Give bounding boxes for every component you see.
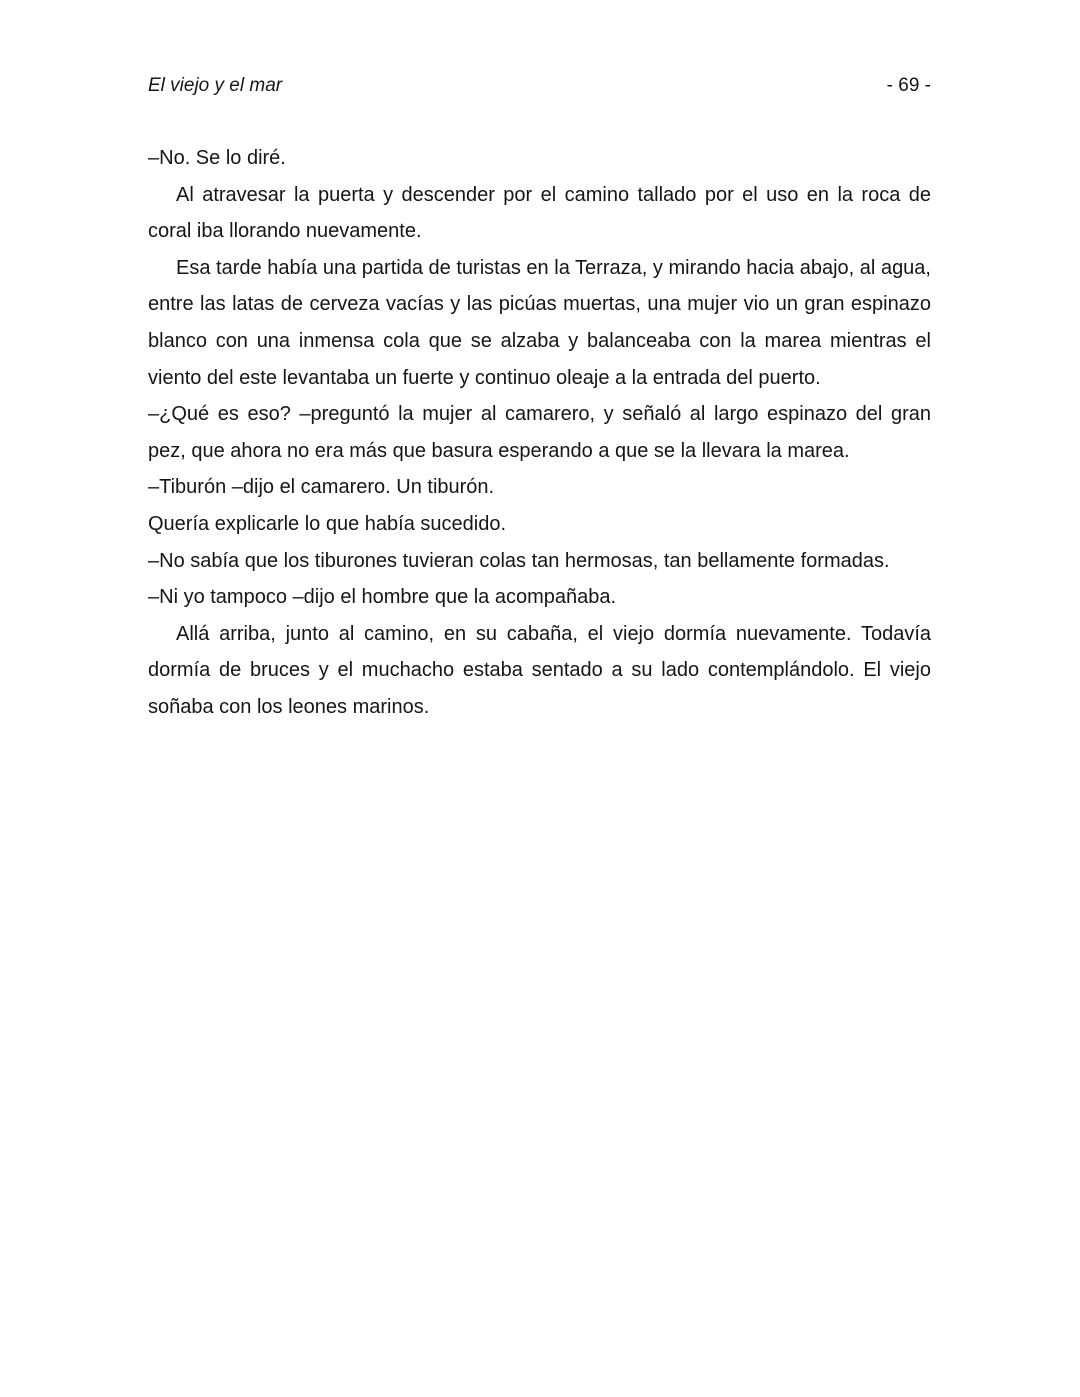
paragraph-narrative: Esa tarde había una partida de turistas en la Terraza, y mirando hacia abajo, al agua, entre las latas de cerveza vacías y las picúas muertas, una mujer vio un gran espinazo blanco con una inmensa cola que se alzaba y balanceaba con la marea mientras el viento del este levantaba un fuerte y continuo oleaje a la entrada del puerto. <box>148 256 931 389</box>
page-header <box>148 74 931 98</box>
running-title: El viejo y el mar <box>148 75 283 96</box>
paragraph-dialogue: –No sabía que los tiburones tuvieran colas tan hermosas, tan bellamente formadas. <box>148 549 890 572</box>
paragraph-dialogue: –Ni yo tampoco –dijo el hombre que la acompañaba. <box>148 586 617 609</box>
paragraph-dialogue: –Tiburón –dijo el camarero. Un tiburón. <box>148 476 495 499</box>
paragraph-narrative: Al atravesar la puerta y descender por el camino tallado por el uso en la roca de coral iba llorando nuevamente. <box>148 183 931 243</box>
page-number: - 69 - <box>886 75 931 96</box>
paragraph-narrative: Allá arriba, junto al camino, en su cabaña, el viejo dormía nuevamente. Todavía dormía de bruces y el muchacho estaba sentado a su lado contemplándolo. El viejo soñaba con los leones marinos. <box>148 622 931 718</box>
text-body <box>148 140 931 726</box>
paragraph-dialogue: –No. Se lo diré. <box>148 147 286 169</box>
paragraph-dialogue: –¿Qué es eso? –preguntó la mujer al camarero, y señaló al largo espinazo del gran pez, que ahora no era más que basura esperando a que se la llevara la marea. <box>148 403 931 462</box>
paragraph-narrative: Quería explicarle lo que había sucedido. <box>148 512 507 535</box>
